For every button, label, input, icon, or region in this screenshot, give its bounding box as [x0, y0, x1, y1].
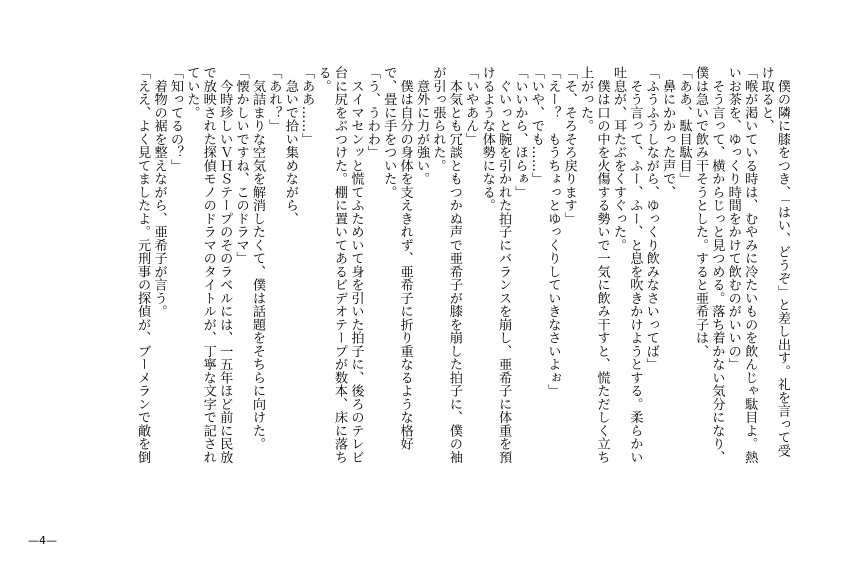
text-line: そう言って、横からじっと見つめる。落ち着かない気分になり、	[709, 66, 725, 464]
text-line: 意外に力が強い。	[414, 66, 430, 186]
text-line: 「う、うわわ」	[364, 66, 380, 159]
text-line: 僕は自分の身体を支えきれず、亜希子に折り重なるような格好	[397, 66, 413, 451]
text-line: けるような体勢になる。	[479, 66, 495, 212]
text-line: いお茶を、ゆっくり時間をかけて飲むのがいいの」	[725, 66, 741, 371]
text-line: 台に尻をぶつけた。棚に置いてあるビデオテープが数本、床に落ち	[332, 66, 348, 464]
text-line: 「喉が渇いている時は、むやみに冷たいものを飲んじゃ駄目よ。熱	[742, 66, 758, 464]
text-line: け取ると、	[758, 66, 774, 133]
text-line: 「そ、そろそろ戻ります」	[561, 66, 577, 225]
text-line: る。	[315, 66, 331, 93]
text-line: 「ああ、駄目駄目」	[676, 66, 692, 186]
text-line: 急いで拾い集めながら、	[282, 66, 298, 225]
text-line: 吐息が、耳たぶをくすぐった。	[610, 66, 626, 252]
text-line: 本気とも冗談ともつかぬ声で亜希子が膝を崩した拍子に、僕の袖	[446, 66, 462, 464]
page-number: —4—	[28, 534, 57, 547]
text-line: スイマセンッと慌てふためいて身を引いた拍子に、後ろのテレビ	[348, 66, 364, 464]
text-line: 「あれ？」	[266, 66, 282, 133]
text-line: 鼻にかかった声で、	[660, 66, 676, 199]
vertical-text-block	[134, 66, 790, 506]
text-line: 僕は急いで飲み干そうとした。すると亜希子は、	[692, 66, 708, 358]
text-line: 今時珍しいＶＨＳテープのそのラベルには、一五年ほど前に民放	[217, 66, 233, 464]
text-line: 「いやあん」	[463, 66, 479, 146]
text-line: 気詰まりな空気を解消したくて、僕は話題をそちらに向けた。	[250, 66, 265, 451]
text-line: そう言って、ふー、ふー、と息を吹きかけようとする。柔らかい	[627, 66, 643, 464]
text-line: ぐいっと腕を引かれた拍子にバランスを崩し、亜希子に体重を預	[496, 66, 512, 464]
text-line: 「えー？ もうちょっとゆっくりしていきなさいよぉ」	[545, 66, 561, 398]
text-line: で放映された探偵モノのドラマのタイトルが、丁寧な文字で記され	[200, 66, 216, 464]
text-line: が引っ張られた。	[430, 66, 446, 172]
text-line: 「知ってるの？」	[167, 66, 183, 172]
text-line: 僕の隣に膝をつき、「はい、どうぞ」と差し出す。礼を言って受	[775, 66, 790, 457]
text-line: 「懐かしいですね、このドラマ」	[233, 66, 249, 265]
text-line: 「ああ……」	[299, 66, 315, 146]
text-line: 僕は口の中を火傷する勢いで一気に飲み干すと、慌ただしく立ち	[594, 66, 610, 464]
text-line: 上がった。	[578, 66, 594, 133]
text-line: 「ふうふうしながら、ゆっくり飲みなさいってば」	[643, 66, 659, 371]
text-line: 着物の裾を整えながら、亜希子が言う。	[151, 66, 167, 318]
text-line: 「ええ、よく見てましたよ。元刑事の探偵が、ブーメランで敵を倒	[135, 66, 151, 464]
text-line: 「いや、でも……」	[528, 66, 544, 186]
text-line: 「いいから、ほらぁ」	[512, 66, 528, 199]
body-text	[52, 66, 790, 506]
text-line: ていた。	[184, 66, 200, 119]
text-line: で、畳に手をついた。	[381, 66, 397, 199]
